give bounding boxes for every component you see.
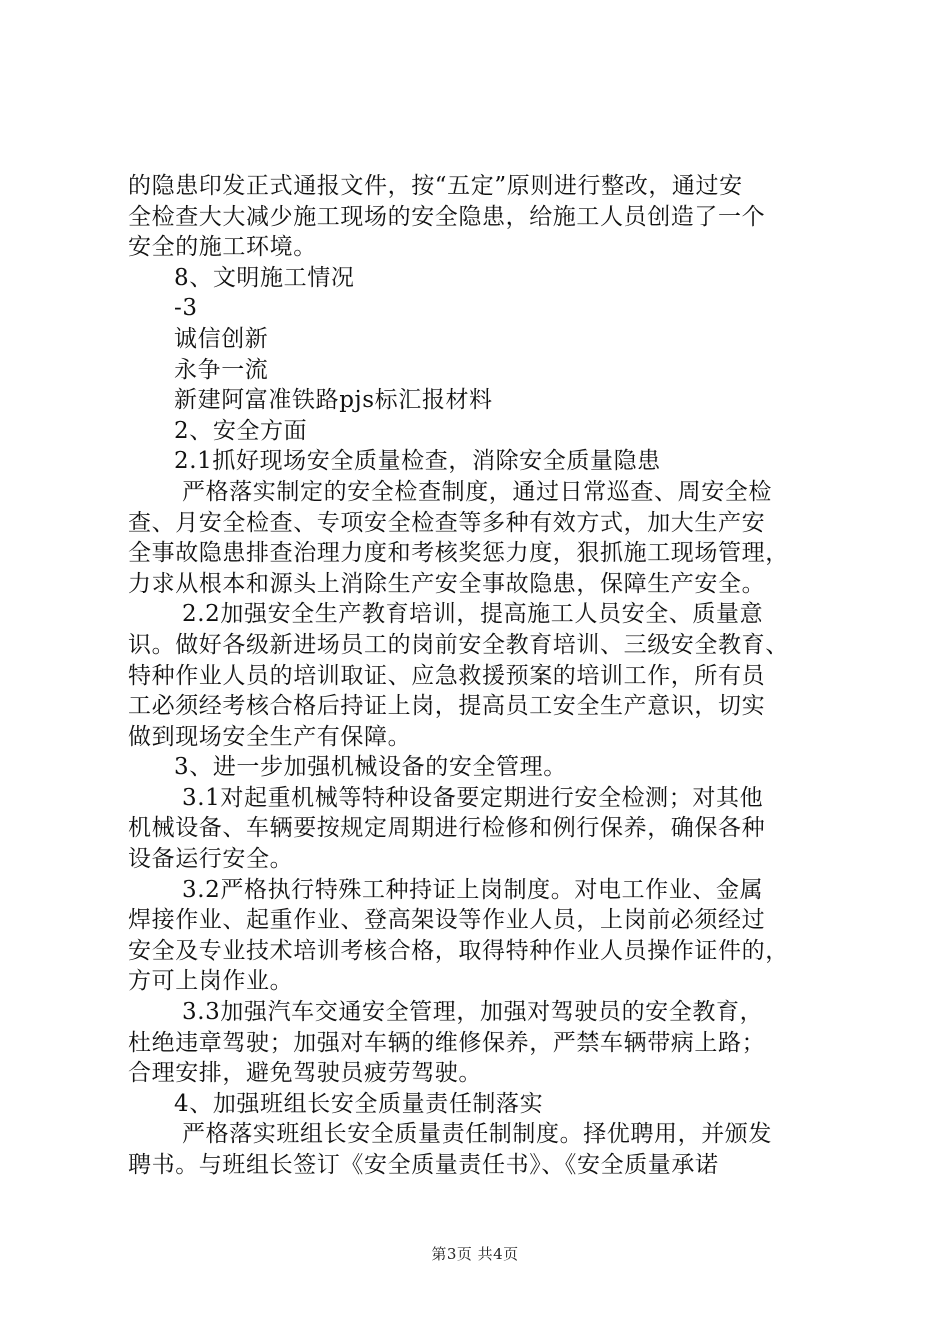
- document-line: 3.3加强汽车交通安全管理，加强对驾驶员的安全教育，: [182, 999, 764, 1026]
- document-line: 诚信创新: [174, 325, 269, 352]
- document-line: 聘书。与班组长签订《安全质量责任书》、《安全质量承诺: [128, 1152, 719, 1178]
- document-body: [128, 171, 828, 1181]
- document-line: 2.1抓好现场安全质量检查，消除安全质量隐患: [174, 448, 661, 475]
- document-line: 3.1对起重机械等特种设备要定期进行安全检测；对其他: [182, 784, 764, 811]
- document-line: 工必须经考核合格后持证上岗，提高员工安全生产意识，切实: [128, 693, 766, 720]
- document-line: 机械设备、车辆要按规定周期进行检修和例行保养，确保各种: [128, 815, 766, 842]
- document-line: 安全的施工环境。: [128, 234, 317, 261]
- document-line: 严格落实制定的安全检查制度，通过日常巡查、周安全检: [182, 478, 772, 505]
- document-line: 识。做好各级新进场员工的岗前安全教育培训、三级安全教育、: [128, 631, 789, 658]
- document-line: 2、安全方面: [174, 417, 308, 444]
- document-line: 安全及专业技术培训考核合格，取得特种作业人员操作证件的，: [128, 937, 789, 964]
- document-line: 的隐患印发正式通报文件，按“五定”原则进行整改，通过安: [128, 173, 743, 199]
- document-line: 严格落实班组长安全质量责任制制度。择优聘用，并颁发: [182, 1121, 772, 1148]
- document-line: 3.2严格执行特殊工种持证上岗制度。对电工作业、金属: [182, 876, 764, 903]
- document-line: -3: [174, 295, 198, 322]
- page-footer: 第3页 共4页: [431, 1245, 519, 1263]
- document-line: 合理安排，避免驾驶员疲劳驾驶。: [128, 1060, 482, 1087]
- document-line: 力求从根本和源头上消除生产安全事故隐患，保障生产安全。: [128, 570, 766, 597]
- document-line: 杜绝违章驾驶；加强对车辆的维修保养，严禁车辆带病上路；: [128, 1029, 766, 1056]
- document-line: 方可上岗作业。: [128, 968, 294, 995]
- document-line: 永争一流: [174, 356, 269, 383]
- document-line: 设备运行安全。: [128, 846, 294, 873]
- document-line: 全检查大大减少施工现场的安全隐患，给施工人员创造了一个: [128, 203, 766, 230]
- document-line: 焊接作业、起重作业、登高架设等作业人员，上岗前必须经过: [128, 907, 766, 934]
- document-line: 新建阿富准铁路pjs标汇报材料: [174, 387, 493, 414]
- document-line: 做到现场安全生产有保障。: [128, 723, 412, 750]
- document-line: 8、文明施工情况: [174, 264, 355, 291]
- document-line: 3、进一步加强机械设备的安全管理。: [174, 754, 567, 781]
- document-line: 4、加强班组长安全质量责任制落实: [174, 1090, 544, 1117]
- document-line: 查、月安全检查、专项安全检查等多种有效方式，加大生产安: [128, 509, 766, 536]
- document-line: 全事故隐患排查治理力度和考核奖惩力度，狠抓施工现场管理，: [128, 540, 789, 567]
- document-line: 2.2加强安全生产教育培训，提高施工人员安全、质量意: [182, 601, 764, 628]
- document-line: 特种作业人员的培训取证、应急救援预案的培训工作，所有员: [128, 662, 766, 689]
